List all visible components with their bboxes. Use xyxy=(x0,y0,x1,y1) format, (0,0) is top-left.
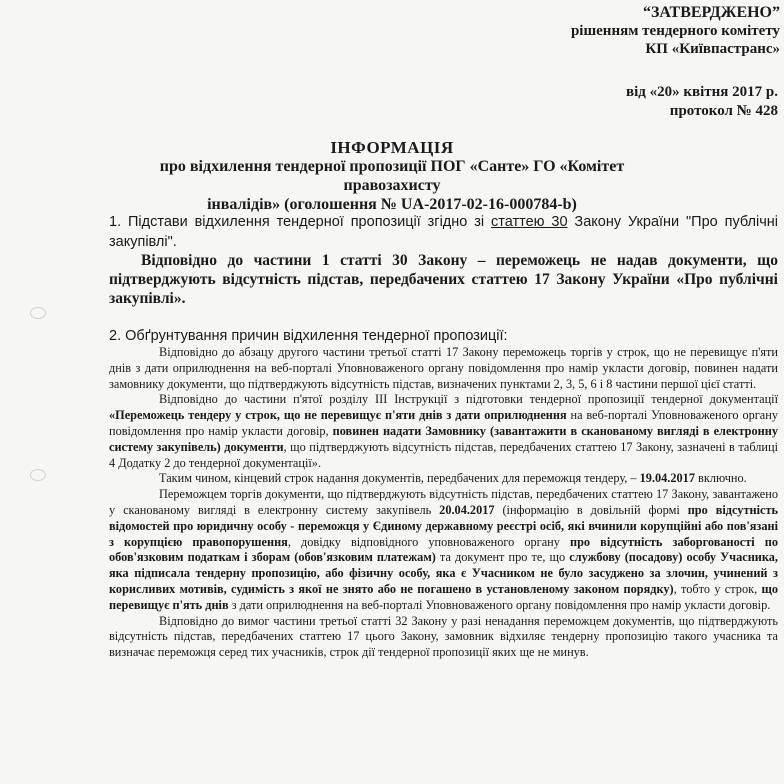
paragraph-4-bold: про відсутність заборгованості по обов'язковим податкам і зборам (обов'язковим платежам) xyxy=(109,534,778,565)
paragraph-4-bold: що перевищує п'ять днів xyxy=(109,581,778,612)
section-2-heading: 2. Обґрунтування причин відхилення тендерної пропозиції: xyxy=(109,328,508,344)
paragraph-2-text: на веб-порталі Уповноваженого органу повідомлення про намір укласти договір, xyxy=(109,408,778,438)
title-line-3: інвалідів» (оголошення № UA-2017-02-16-000784-b) xyxy=(207,196,577,213)
approved-by-committee: рішенням тендерного комітету xyxy=(570,23,780,39)
paragraph-2-bold: «Переможець тендеру у строк, що не перевищує п'яти днів з дати оприлюднення xyxy=(109,408,567,423)
approved-by-organization: КП «Київпастранс» xyxy=(645,41,780,57)
paragraph-3-text: Таким чином, кінцевий строк надання документів, передбачених для переможця тендеру, – xyxy=(159,471,640,486)
paragraph-2 xyxy=(109,392,778,471)
section-1-heading-start: 1. Підстави відхилення тендерної пропозиції згідно зі xyxy=(109,214,491,230)
paragraph-2-text: , що підтверджують відсутність підстав, передбачених статтею 17 Закону, зазначені в таблиці 4 Додатку 2 до тендерної документації». xyxy=(109,439,778,470)
document-title xyxy=(110,138,674,214)
paragraph-5: Відповідно до вимог частини третьої статті 32 Закону у разі ненадання переможцем документів, що підтверджують відсутність підстав, передбачених статтею 17 цього Закону, замовник відхиляє тендерну пропозицію такого учасника та визначає переможця серед тих учасників, строк дії тендерної пропозиції яких ще не минув. xyxy=(109,613,778,660)
deadline-date: 19.04.2017 xyxy=(639,471,695,486)
paragraph-4-text: Переможцем торгів документи, що підтверджують відсутність підстав, передбачених статтею 17 Закону, завантажено у сканованому вигляді в електронну систему закупівель xyxy=(109,487,778,517)
section-1-bold-statement: Відповідно до частини 1 статті 30 Закону – переможець не надав документи, що підтверджують відсутність підстав, передбачених статтею 17 Закону України «Про публічні закупівлі». xyxy=(109,252,778,307)
title-line-2: про відхилення тендерної пропозиції ПОГ «Санте» ГО «Комітет правозахисту xyxy=(159,158,625,194)
paragraph-4-text: , довідку відповідного уповноваженого органу xyxy=(287,534,570,549)
paragraph-4-text: та документ про те, що xyxy=(435,550,570,565)
paragraph-4-text: (інформацію в довільній формі xyxy=(494,502,688,517)
section-1-heading-end: Закону України "Про публічні закупівлі". xyxy=(109,214,778,250)
protocol-number: протокол № 428 xyxy=(669,103,778,119)
protocol-block xyxy=(626,83,778,121)
paragraph-4 xyxy=(109,487,778,613)
paragraph-3-text: включно. xyxy=(694,471,747,486)
section-1-heading xyxy=(109,212,778,252)
section-2-body xyxy=(109,345,778,661)
upload-date: 20.04.2017 xyxy=(439,502,495,517)
article-30-link[interactable]: статтею 30 xyxy=(490,214,568,230)
paragraph-1: Відповідно до абзацу другого частини третьої статті 17 Закону переможець торгів у строк, що не перевищує п'яти днів з дати оприлюднення на веб-порталі Уповноваженого органу повідомлення про намір укласти договір, повинен надати замовнику документи, що підтверджують відсутність підстав, визначених пунктами 2, 3, 5, 6 і 8 частини першої цієї статті. xyxy=(109,345,778,391)
punch-hole-mark xyxy=(30,307,46,319)
paragraph-4-bold: службову (посадову) особу Учасника, яка підписала тендерну пропозицію, або фізичну особу, яка є Учасником не було засуджено за злочин, учинений з корисливих мотивів, судимість з якої не знято або не погашено в установленому законом порядку) xyxy=(109,550,779,596)
paragraph-2-text: Відповідно до частини п'ятої розділу III Інструкції з підготовки тендерної пропозиції тендерної документації xyxy=(159,392,778,407)
paragraph-4-bold: про відсутність відомостей про юридичну особу - переможця у Єдиному державному реєстрі осіб, які вчинили корупційні або пов'язані з корупцією правопорушення xyxy=(109,502,778,549)
approval-stamp-block xyxy=(571,4,780,58)
punch-hole-mark xyxy=(30,469,46,481)
paragraph-4-text: з дати оприлюднення на веб-порталі Уповноваженого органу повідомлення про намір укласти договір. xyxy=(228,597,771,612)
approval-date: від «20» квітня 2017 р. xyxy=(626,84,778,100)
paragraph-4-text: , тобто у строк, xyxy=(673,581,762,596)
title-main: ІНФОРМАЦІЯ xyxy=(330,138,454,157)
paragraph-3 xyxy=(109,471,778,487)
approved-label: “ЗАТВЕРДЖЕНО” xyxy=(642,4,780,21)
paragraph-2-bold: повинен надати Замовнику (завантажити в сканованому вигляді в електронну систему закупівель) документи xyxy=(109,423,778,454)
